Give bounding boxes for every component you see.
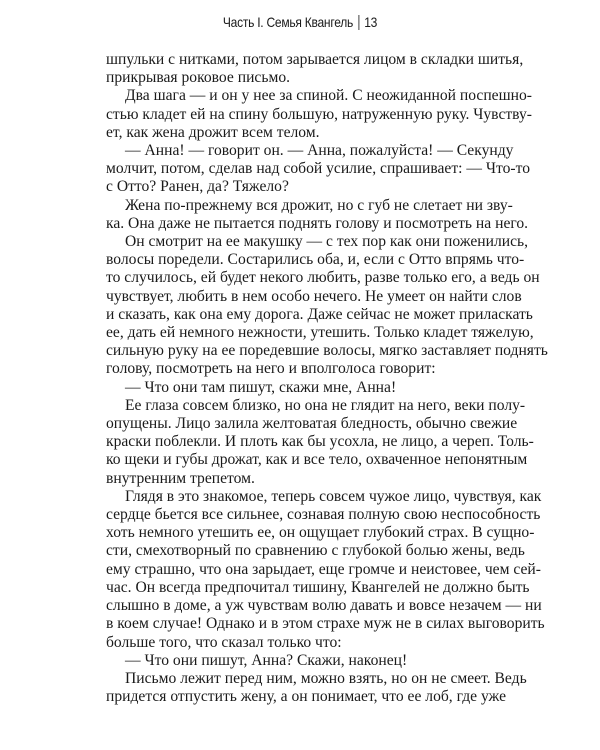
text-line: Жена по-прежнему вся дрожит, но с губ не слетает ни зву- bbox=[125, 196, 513, 214]
text-line: Два шага — и он у нее за спиной. С неожиданной поспешно- bbox=[125, 87, 532, 105]
text-line: Он смотрит на ее макушку — с тех пор как они поженились, bbox=[125, 233, 529, 251]
paragraph bbox=[106, 669, 527, 706]
text-line: стью кладет ей на спину большую, натруженную руку. Чувству- bbox=[106, 105, 533, 123]
text-line: сильную руку на ее поредевшие волосы, мягко заставляет поднять bbox=[106, 342, 548, 360]
text-line: — Анна! — говорит он. — Анна, пожалуйста! — Секунду bbox=[125, 142, 514, 160]
text-line: придется отпустить жену, а он понимает, что ее лоб, где уже bbox=[106, 688, 507, 706]
text-line: ко щеки и губы дрожат, как и все тело, охваченное непонятным bbox=[106, 451, 528, 469]
text-line: с Отто? Ранен, да? Тяжело? bbox=[106, 178, 289, 196]
text-line: слышно в доме, а уж чувствам волю давать и вовсе незачем — ни bbox=[106, 597, 542, 615]
text-line: Глядя в это знакомое, теперь совсем чужое лицо, чувствуя, как bbox=[125, 487, 542, 505]
text-line: Письмо лежит перед ним, можно взять, но он не смеет. Ведь bbox=[125, 669, 527, 687]
paragraph bbox=[106, 87, 533, 142]
text-line: — Что они там пишут, скажи мне, Анна! bbox=[125, 378, 397, 396]
text-line: чувствует, любить в нем особо нечего. Не умеет он найти слов bbox=[106, 287, 522, 305]
text-line: Ее глаза совсем близко, но она не глядит на него, веки полу- bbox=[125, 396, 526, 414]
text-line: и сказать, как она ему дорога. Даже сейчас не может приласкать bbox=[106, 305, 533, 323]
header-divider bbox=[358, 15, 359, 30]
text-line: шпульки с нитками, потом зарывается лицом в складки шитья, bbox=[106, 51, 524, 68]
text-line: хоть немного утешить ее, он ощущает глубокий страх. В сущно- bbox=[106, 524, 535, 542]
paragraph bbox=[106, 233, 548, 379]
paragraph bbox=[106, 487, 545, 652]
page-body-text bbox=[106, 51, 548, 706]
chapter-title: Часть I. Семья Квангель bbox=[222, 14, 354, 30]
text-line: час. Он всегда предпочитал тишину, Квангелей не должно быть bbox=[106, 578, 530, 596]
running-header bbox=[42, 14, 558, 30]
text-line: молчит, потом, сделав над собой усилие, спрашивает: — Что-то bbox=[106, 160, 531, 178]
paragraph bbox=[106, 142, 531, 197]
text-line: ка. Она даже не пытается поднять голову и посмотреть на него. bbox=[106, 214, 529, 232]
text-line: то случилось, ей будет некого любить, разве только его, а ведь он bbox=[106, 269, 540, 287]
paragraph bbox=[106, 396, 534, 488]
text-line: ее, дать ей немного нежности, утешить. Только кладет тяжелую, bbox=[106, 324, 534, 342]
text-line: — Что они пишут, Анна? Скажи, наконец! bbox=[125, 651, 408, 669]
text-line: волосы поредели. Состарились оба, и, если с Отто впрямь что- bbox=[106, 251, 525, 269]
text-line: ет, как жена дрожит всем телом. bbox=[106, 123, 320, 141]
paragraph bbox=[106, 652, 506, 670]
text-line: ему страшно, что она зарыдает, еще громче и неистовее, чем сей- bbox=[106, 560, 541, 578]
text-line: больше того, что сказал только что: bbox=[106, 633, 342, 651]
text-line: прикрывая роковое письмо. bbox=[106, 69, 291, 87]
text-line: голову, посмотреть на него и вполголоса говорит: bbox=[106, 360, 436, 378]
text-line: краски поблекли. И плоть как бы усохла, не лицо, а череп. Толь- bbox=[106, 433, 534, 451]
page-number: 13 bbox=[364, 14, 378, 30]
text-line: опущены. Лицо залила желтоватая бледность, обычно свежие bbox=[106, 415, 518, 433]
text-line: сердце бьется все сильнее, сознавая полную свою неспособность bbox=[106, 506, 541, 524]
text-line: в коем случае! Однако и в этом страхе муж не в силах выговорить bbox=[106, 615, 545, 633]
text-line: внутренним трепетом. bbox=[106, 469, 255, 487]
paragraph bbox=[106, 51, 524, 87]
paragraph bbox=[106, 196, 529, 233]
text-line: сти, смехотворный по сравнению с глубокой болью жены, ведь bbox=[106, 542, 525, 560]
paragraph bbox=[106, 379, 506, 397]
